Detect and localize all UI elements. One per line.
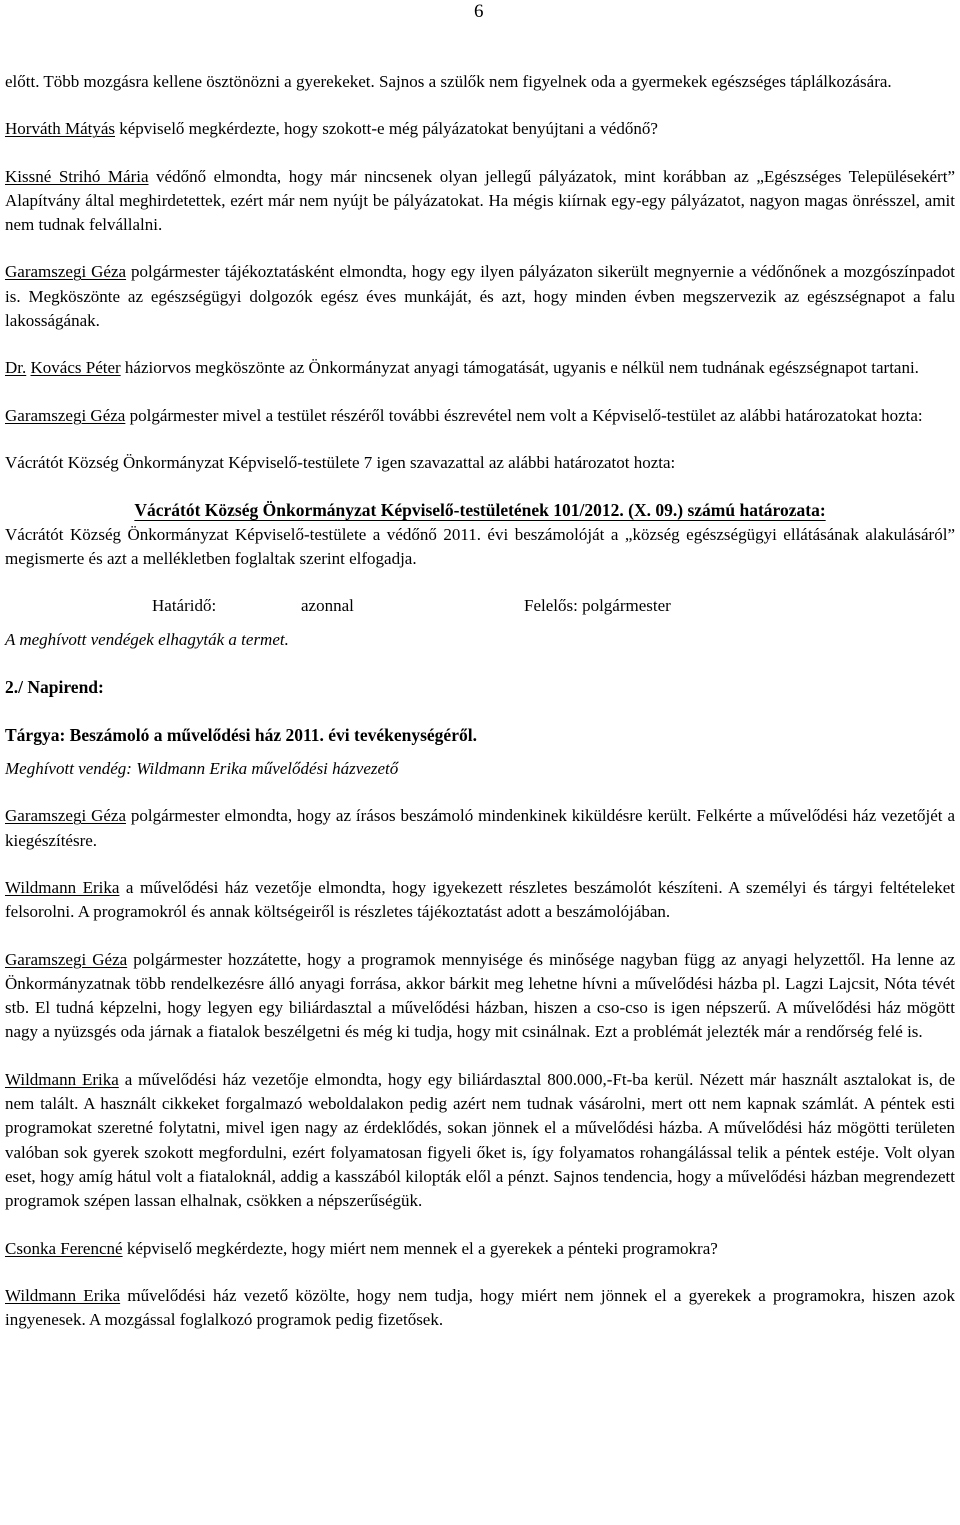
responsible: Felelős: polgármester: [524, 596, 671, 616]
document-body: [5, 70, 955, 1332]
paragraph-1: előtt. Több mozgásra kellene ösztönözni a gyerekeket. Sajnos a szülők nem figyelnek oda a gyermekek egészséges táplálkozására.: [5, 72, 892, 91]
agenda-subject: Tárgya: Beszámoló a művelődési ház 2011. évi tevékenységéről.: [5, 724, 477, 745]
speaker-name: Garamszegi Géza: [5, 262, 127, 282]
paragraph-9: Wildmann Erika a művelődési ház vezetője elmondta, hogy igyekezett részletes beszámolót készíteni. A személyi és tárgyi feltételeket felsorolni. A programokról és annak költségeiről is részletes tájékoztatást adott a beszámolójában.: [5, 877, 955, 922]
paragraph-11: Wildmann Erika a művelődési ház vezetője elmondta, hogy egy biliárdasztal 800.000,-Ft-ba kerül. Nézett már használt asztalokat is, de nem talált. A használt cikkeket forgalmazó weboldalakon pedig azért nem tudnak vásárolni, mert ott nem kapnak számlát. A péntek esti programokat szeretné folytatni, mivel igen nagy az érdeklődés, sokan jönnek el a művelődési házba. A művelődési ház mögötti területen valóban sok gyerek szokott megfordulni, ezért folyamatosan figyeli őket is, így folyamatos rohangálással telik a péntek estéje. Volt olyan eset, hogy amíg hátul volt a fiataloknál, addig a kasszából kilopták elől a pénzt. Sajnos tendencia, hogy a művelődési házban megrendezett programok szépen lassan elhalnak, csökken a népszerűségük.: [5, 1069, 955, 1211]
resolution-body: Vácrátót Község Önkormányzat Képviselő-testülete a védőnő 2011. évi beszámolóját a „község egészségügyi ellátásának alakulásáról” megismerte és azt a mellékletben foglaltak szerint elfogadja.: [5, 524, 955, 568]
invited-guest: Meghívott vendég: Wildmann Erika művelődési házvezető: [5, 759, 399, 779]
paragraph-2: Horváth Mátyás képviselő megkérdezte, hogy szokott-e még pályázatokat benyújtani a védőnő?: [5, 119, 658, 139]
paragraph-4: Garamszegi Géza polgármester tájékoztatásként elmondta, hogy egy ilyen pályázaton sikerült megnyernie a védőnőnek a mozgószínpadot is. Megköszönte az egészségügyi dolgozók egész éves munkáját, és azt, hogy minden évben megszervezik az egészségnapot a falu lakosságának.: [5, 262, 955, 331]
speaker-name: Wildmann Erika: [5, 877, 120, 897]
page-number: 6: [474, 1, 484, 22]
speaker-name: Wildmann Erika: [5, 1285, 121, 1305]
paragraph-3: Kissné Strihó Mária védőnő elmondta, hogy már nincsenek olyan jellegű pályázatok, mint korábban az „Egészséges Településekért” Alapítvány által meghirdetettek, ezért már nem nyújt be pályázatokat. Ha mégis kiírnak egy-egy pályázatot, nagyon magas önrésszel, amit nem tudnak felvállalni.: [5, 166, 955, 235]
paragraph-5: Dr. Kovács Péter háziorvos megköszönte az Önkormányzat anyagi támogatását, ugyanis e nélkül nem tudnának egészségnapot tartani.: [5, 358, 919, 378]
speaker-name: Garamszegi Géza: [5, 949, 128, 969]
paragraph-8: Garamszegi Géza polgármester elmondta, hogy az írásos beszámoló mindenkinek kiküldésre került. Felkérte a művelődési ház vezetőjét a kiegészítésre.: [5, 806, 955, 850]
deadline-value: azonnal: [301, 596, 354, 616]
resolution-title: Vácrátót Község Önkormányzat Képviselő-testületének 101/2012. (X. 09.) számú határozata:: [134, 500, 826, 521]
guests-left-note: A meghívott vendégek elhagyták a termet.: [5, 630, 289, 650]
paragraph-7: Vácrátót Község Önkormányzat Képviselő-testülete 7 igen szavazattal az alábbi határozatot hozta:: [5, 452, 676, 472]
speaker-name: Horváth Mátyás: [5, 119, 116, 139]
speaker-name: Csonka Ferencné: [5, 1238, 123, 1258]
paragraph-10: Garamszegi Géza polgármester hozzátette, hogy a programok mennyisége és minősége nagyban függ az anyagi helyzettől. Ha lenne az Önkormányzatnak több rendelkezésre álló anyagi forrása, akkor bárkit meg lehetne hívni a művelődési házba pl. Lagzi Lajcsit, Nóta tévét stb. El tudná képzelni, hogy legyen egy biliárdasztal a művelődési házban, hiszen a cso-cso is igen népszerű. A művelődési ház mögött nagy a nyüzsgés oda járnak a fiatalok beszélgetni és még ki tudja, hogy mit csinálnak. Ezt a problémát jelezték már a rendőrség felé is.: [5, 949, 955, 1042]
paragraph-13: Wildmann Erika művelődési ház vezető közölte, hogy nem tudja, hogy miért nem jönnek el a gyerekek a programokra, hiszen azok ingyenesek. A mozgással foglalkozó programok pedig fizetősek.: [5, 1285, 955, 1330]
deadline-label: Határidő:: [152, 596, 217, 616]
speaker-name: Wildmann Erika: [5, 1069, 119, 1089]
agenda-item: 2./ Napirend:: [5, 677, 104, 698]
speaker-name: Kovács Péter: [30, 358, 121, 378]
paragraph-6: Garamszegi Géza polgármester mivel a testület részéről további észrevétel nem volt a Képviselő-testület az alábbi határozatokat hozta:: [5, 405, 923, 425]
speaker-prefix: Dr.: [5, 358, 27, 378]
speaker-name: Kissné Strihó Mária: [5, 166, 149, 186]
speaker-name: Garamszegi Géza: [5, 405, 126, 425]
speaker-name: Garamszegi Géza: [5, 806, 127, 826]
paragraph-12: Csonka Ferencné képviselő megkérdezte, hogy miért nem mennek el a gyerekek a pénteki programokra?: [5, 1238, 718, 1258]
deadline-row: [5, 594, 955, 618]
